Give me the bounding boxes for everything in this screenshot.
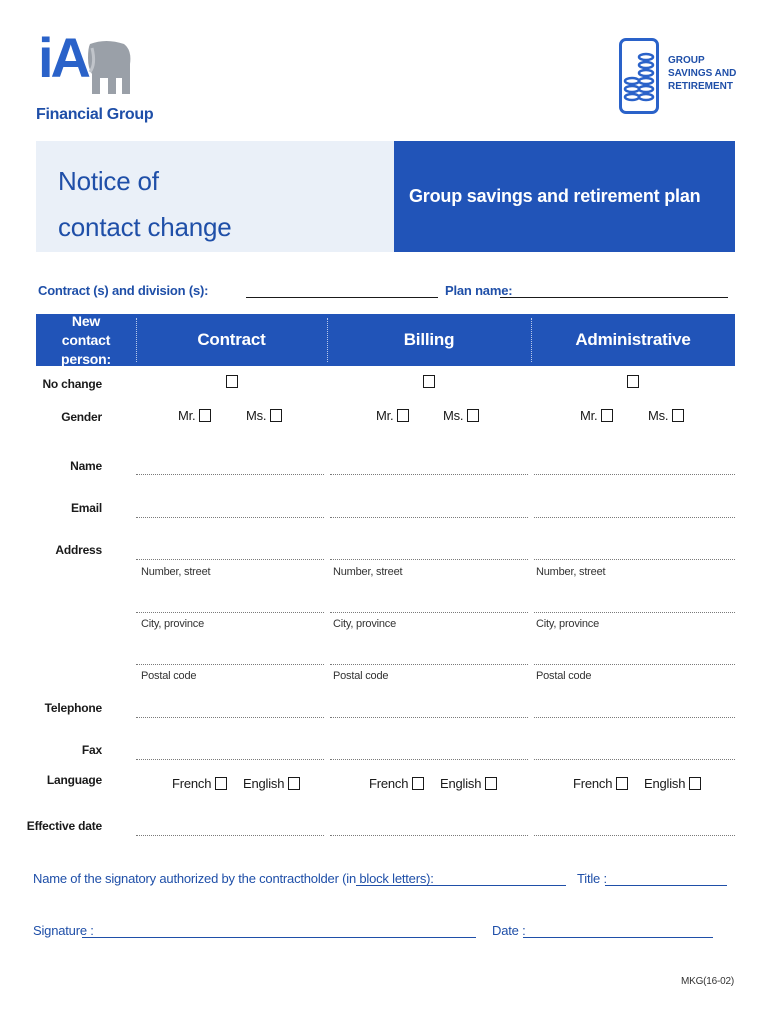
plan-name-field[interactable] bbox=[500, 297, 728, 298]
row-label-address: Address bbox=[55, 543, 102, 557]
french-checkbox[interactable] bbox=[616, 777, 628, 790]
badge-line: GROUP bbox=[668, 55, 705, 66]
french-label: French bbox=[573, 776, 613, 791]
company-name: Financial Group bbox=[36, 106, 154, 123]
street-hint: Number, street bbox=[141, 566, 211, 578]
french-label: French bbox=[172, 776, 212, 791]
row-label-no-change: No change bbox=[42, 377, 102, 391]
row-label-email: Email bbox=[70, 501, 102, 515]
form-code: MKG(16-02) bbox=[681, 976, 735, 987]
ms-checkbox[interactable] bbox=[467, 409, 479, 422]
postal-field-contract[interactable] bbox=[136, 664, 324, 665]
city-field-contract[interactable] bbox=[136, 612, 324, 613]
name-field-billing[interactable] bbox=[330, 474, 528, 475]
date-label: Date : bbox=[492, 923, 526, 938]
no-change-checkbox-contract[interactable] bbox=[226, 375, 238, 388]
mr-label: Mr. bbox=[580, 408, 598, 423]
plan-name-label: Plan name: bbox=[445, 283, 513, 298]
ms-label: Ms. bbox=[246, 408, 267, 423]
city-field-administrative[interactable] bbox=[534, 612, 735, 613]
mr-checkbox[interactable] bbox=[199, 409, 211, 422]
postal-hint: Postal code bbox=[141, 670, 197, 682]
postal-hint: Postal code bbox=[333, 670, 389, 682]
city-hint: City, province bbox=[333, 618, 397, 630]
mr-checkbox[interactable] bbox=[601, 409, 613, 422]
language-english-contract[interactable] bbox=[243, 776, 300, 791]
gender-mr-contract[interactable] bbox=[178, 408, 211, 423]
row-label-telephone: Telephone bbox=[44, 701, 102, 715]
contract-label: Contract (s) and division (s): bbox=[38, 283, 209, 298]
french-checkbox[interactable] bbox=[215, 777, 227, 790]
signature-label: Signature : bbox=[33, 923, 94, 938]
english-label: English bbox=[440, 776, 482, 791]
new-contact-header bbox=[36, 314, 136, 366]
ia-logo-mark: iA bbox=[38, 26, 88, 89]
signatory-field[interactable] bbox=[356, 885, 566, 886]
effective-date-field-contract[interactable] bbox=[136, 835, 324, 836]
city-hint: City, province bbox=[536, 618, 600, 630]
table-header bbox=[36, 314, 735, 366]
row-label-fax: Fax bbox=[81, 743, 102, 757]
group-savings-badge bbox=[619, 38, 659, 114]
french-label: French bbox=[369, 776, 409, 791]
ms-label: Ms. bbox=[648, 408, 669, 423]
row-label-effective-date: Effective date bbox=[26, 819, 102, 833]
english-label: English bbox=[644, 776, 686, 791]
email-field-billing[interactable] bbox=[330, 517, 528, 518]
badge-line: RETIREMENT bbox=[668, 81, 733, 92]
city-hint: City, province bbox=[141, 618, 205, 630]
column-administrative: Administrative bbox=[575, 330, 691, 349]
plan-banner-text: Group savings and retirement plan bbox=[409, 186, 701, 206]
english-label: English bbox=[243, 776, 285, 791]
street-hint: Number, street bbox=[536, 566, 606, 578]
telephone-field-administrative[interactable] bbox=[534, 717, 735, 718]
name-field-administrative[interactable] bbox=[534, 474, 735, 475]
mr-checkbox[interactable] bbox=[397, 409, 409, 422]
street-hint: Number, street bbox=[333, 566, 403, 578]
coins-stack-icon bbox=[622, 41, 656, 111]
header-line: New bbox=[71, 312, 101, 329]
postal-field-administrative[interactable] bbox=[534, 664, 735, 665]
email-field-administrative[interactable] bbox=[534, 517, 735, 518]
language-french-administrative[interactable] bbox=[573, 776, 628, 791]
ms-checkbox[interactable] bbox=[270, 409, 282, 422]
title-line: contact change bbox=[58, 212, 232, 242]
fax-field-contract[interactable] bbox=[136, 759, 324, 760]
telephone-field-contract[interactable] bbox=[136, 717, 324, 718]
email-field-contract[interactable] bbox=[136, 517, 324, 518]
header-line: contact person: bbox=[61, 331, 111, 367]
column-billing: Billing bbox=[403, 330, 455, 349]
date-field[interactable] bbox=[523, 937, 713, 938]
gender-mr-administrative[interactable] bbox=[580, 408, 613, 423]
language-english-billing[interactable] bbox=[440, 776, 497, 791]
signatory-label: Name of the signatory authorized by the contractholder (in block letters): bbox=[33, 871, 434, 886]
postal-field-billing[interactable] bbox=[330, 664, 528, 665]
street-field-contract[interactable] bbox=[136, 559, 324, 560]
street-field-billing[interactable] bbox=[330, 559, 528, 560]
fax-field-billing[interactable] bbox=[330, 759, 528, 760]
column-contract: Contract bbox=[197, 330, 266, 349]
telephone-field-billing[interactable] bbox=[330, 717, 528, 718]
row-label-name: Name bbox=[70, 459, 102, 473]
english-checkbox[interactable] bbox=[288, 777, 300, 790]
title-label: Title : bbox=[577, 871, 607, 886]
french-checkbox[interactable] bbox=[412, 777, 424, 790]
row-label-gender: Gender bbox=[61, 410, 102, 424]
name-field-contract[interactable] bbox=[136, 474, 324, 475]
language-french-billing[interactable] bbox=[369, 776, 424, 791]
street-field-administrative[interactable] bbox=[534, 559, 735, 560]
mr-label: Mr. bbox=[376, 408, 394, 423]
gender-ms-administrative[interactable] bbox=[648, 408, 684, 423]
row-label-language: Language bbox=[46, 773, 102, 787]
ms-label: Ms. bbox=[443, 408, 464, 423]
gender-ms-billing[interactable] bbox=[443, 408, 479, 423]
no-change-checkbox-administrative[interactable] bbox=[627, 375, 639, 388]
signature-field[interactable] bbox=[82, 937, 476, 938]
language-english-administrative[interactable] bbox=[644, 776, 701, 791]
title-field[interactable] bbox=[605, 885, 727, 886]
mr-label: Mr. bbox=[178, 408, 196, 423]
ms-checkbox[interactable] bbox=[672, 409, 684, 422]
language-french-contract[interactable] bbox=[172, 776, 227, 791]
english-checkbox[interactable] bbox=[485, 777, 497, 790]
fax-field-administrative[interactable] bbox=[534, 759, 735, 760]
postal-hint: Postal code bbox=[536, 670, 592, 682]
no-change-checkbox-billing[interactable] bbox=[423, 375, 435, 388]
gender-mr-billing[interactable] bbox=[376, 408, 409, 423]
title-line: Notice of bbox=[58, 166, 159, 196]
page-title bbox=[58, 158, 232, 250]
elephant-icon bbox=[86, 38, 132, 100]
city-field-billing[interactable] bbox=[330, 612, 528, 613]
badge-line: SAVINGS AND bbox=[668, 68, 737, 79]
english-checkbox[interactable] bbox=[689, 777, 701, 790]
contract-field[interactable] bbox=[246, 297, 438, 298]
effective-date-field-billing[interactable] bbox=[330, 835, 528, 836]
gender-ms-contract[interactable] bbox=[246, 408, 282, 423]
effective-date-field-administrative[interactable] bbox=[534, 835, 735, 836]
badge-text bbox=[668, 54, 736, 93]
